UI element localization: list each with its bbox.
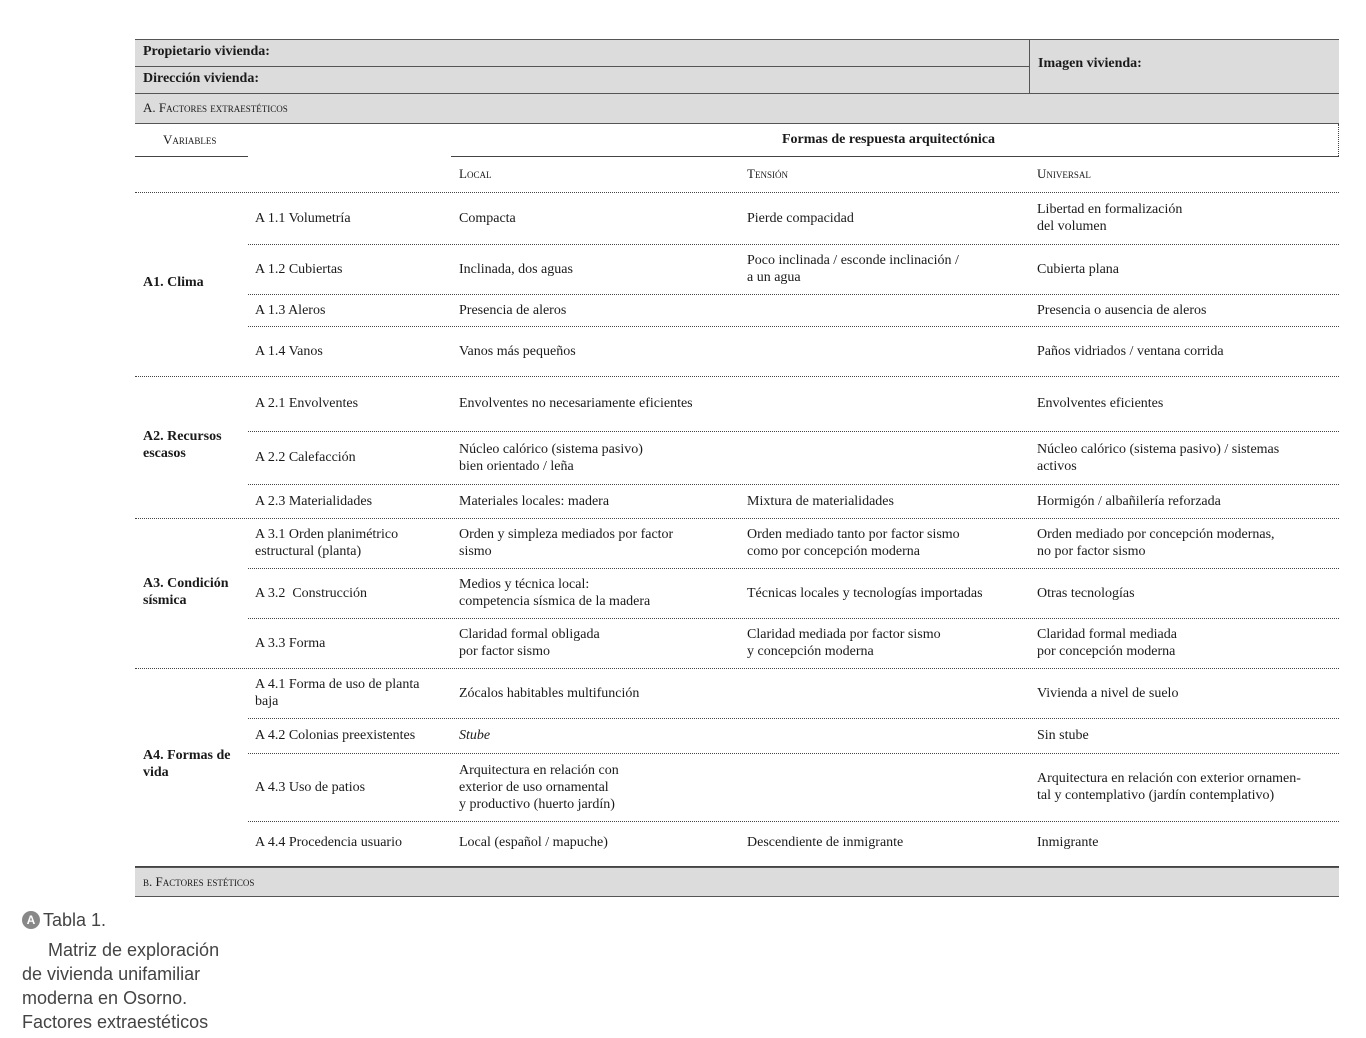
row-1-universal-cell: Libertad en formalización del volumen: [1037, 202, 1183, 234]
row-12-variable-cell: A 4.2 Colonias preexistentes: [255, 728, 416, 743]
row-divider: [248, 484, 1339, 485]
forms-header: Formas de respuesta arquitectónica: [782, 132, 995, 147]
row-divider: [248, 431, 1339, 432]
row-9-variable-cell: A 3.2 Construcción: [255, 585, 367, 601]
row-7-tension-cell: Mixtura de materialidades: [747, 493, 894, 509]
row-5-local-cell: Envolventes no necesariamente eficientes: [459, 396, 693, 411]
row-3-local-cell: Presencia de aleros: [459, 302, 567, 318]
row-10-variable-cell: A 3.3 Forma: [255, 635, 326, 651]
row-11-variable-cell: A 4.1 Forma de uso de planta baja: [255, 677, 420, 709]
row-11-local-cell: Zócalos habitables multifunción: [459, 685, 640, 701]
table-caption: [22, 908, 219, 1034]
row-10-local-cell: Claridad formal obligada por factor sismo: [459, 627, 600, 659]
row-7-universal-cell: Hormigón / albañilería reforzada: [1037, 493, 1221, 509]
row-12-universal-cell: Sin stube: [1037, 728, 1089, 743]
owner-label: Propietario vivienda:: [143, 44, 270, 59]
row-6-universal-cell: Núcleo calórico (sistema pasivo) / sistemas activos: [1037, 441, 1280, 474]
row-6-variable-cell: A 2.2 Calefacción: [255, 450, 356, 465]
row-13-variable-cell: A 4.3 Uso de patios: [255, 779, 366, 795]
row-10-universal-cell: Claridad formal mediada por concepción moderna: [1037, 627, 1177, 659]
row-8-local-cell: Orden y simpleza mediados por factor sismo: [459, 527, 674, 559]
universal-header: Universal: [1037, 166, 1091, 181]
row-14-variable-cell: A 4.4 Procedencia usuario: [255, 835, 402, 850]
row-14-universal-cell: Inmigrante: [1037, 835, 1099, 850]
row-4-universal-cell: Paños vidriados / ventana corrida: [1037, 343, 1224, 359]
variables-underline: [135, 156, 248, 157]
variables-header: Variables: [163, 132, 217, 147]
section-a-title: A. Factores extraestéticos: [143, 100, 288, 115]
row-11-universal-cell: Vivienda a nivel de suelo: [1037, 685, 1179, 701]
row-divider: [135, 518, 1339, 519]
local-header: Local: [459, 166, 492, 181]
group-a1-label: A1. Clima: [143, 275, 204, 290]
group-a4-label: A4. Formas de vida: [143, 748, 231, 780]
row-13-local-cell: Arquitectura en relación con exterior de uso ornamental y productivo (huerto jardín): [459, 762, 619, 812]
exploration-matrix-table: [135, 39, 1339, 889]
table-header: [135, 39, 1339, 94]
row-divider: [135, 668, 1339, 669]
row-divider: [135, 376, 1339, 377]
row-divider: [248, 244, 1339, 245]
row-3-variable-cell: A 1.3 Aleros: [255, 302, 326, 318]
row-1-tension-cell: Pierde compacidad: [747, 210, 854, 226]
forms-underline: [451, 156, 1339, 157]
row-divider: [248, 718, 1339, 719]
row-divider: [248, 618, 1339, 619]
row-8-tension-cell: Orden mediado tanto por factor sismo como por concepción moderna: [747, 527, 960, 559]
row-divider: [248, 294, 1339, 295]
row-14-local-cell: Local (español / mapuche): [459, 835, 608, 850]
row-10-tension-cell: Claridad mediada por factor sismo y concepción moderna: [747, 627, 941, 659]
image-label: Imagen vivienda:: [1038, 56, 1142, 71]
row-2-tension-cell: Poco inclinada / esconde inclinación / a un agua: [747, 253, 959, 285]
group-a3-label: A3. Condición sísmica: [143, 576, 229, 608]
row-7-local-cell: Materiales locales: madera: [459, 493, 610, 509]
row-5-universal-cell: Envolventes eficientes: [1037, 396, 1164, 411]
row-2-universal-cell: Cubierta plana: [1037, 261, 1120, 277]
row-9-tension-cell: Técnicas locales y tecnologías importadas: [747, 585, 983, 601]
row-1-variable-cell: A 1.1 Volumetría: [255, 210, 351, 226]
row-9-local-cell: Medios y técnica local: competencia sísmica de la madera: [459, 577, 651, 609]
forms-right-edge: [1338, 124, 1339, 156]
row-13-universal-cell: Arquitectura en relación con exterior ornamen- tal y contemplativo (jardín contemplativo): [1037, 771, 1301, 803]
row-8-universal-cell: Orden mediado por concepción modernas, no por factor sismo: [1037, 527, 1275, 559]
owner-row: [135, 40, 1030, 67]
row-divider: [248, 568, 1339, 569]
row-8-variable-cell: A 3.1 Orden planimétrico estructural (planta): [255, 527, 399, 559]
row-divider: [248, 326, 1339, 327]
section-a-header: [135, 94, 1339, 124]
row-divider: [248, 821, 1339, 822]
address-label: Dirección vivienda:: [143, 71, 260, 86]
row-7-variable-cell: A 2.3 Materialidades: [255, 493, 373, 509]
row-2-local-cell: Inclinada, dos aguas: [459, 261, 573, 277]
image-cell: [1030, 40, 1339, 93]
row-5-variable-cell: A 2.1 Envolventes: [255, 396, 359, 411]
address-row: [135, 67, 1030, 93]
caption-title: Tabla 1.: [43, 910, 107, 930]
row-14-tension-cell: Descendiente de inmigrante: [747, 835, 904, 850]
row-3-universal-cell: Presencia o ausencia de aleros: [1037, 302, 1207, 318]
tension-header: Tensión: [747, 166, 788, 181]
row-9-universal-cell: Otras tecnologías: [1037, 585, 1135, 601]
row-4-variable-cell: A 1.4 Vanos: [255, 343, 323, 359]
row-4-local-cell: Vanos más pequeños: [459, 343, 576, 359]
section-b-header: [135, 867, 1339, 897]
row-12-local-cell: Stube: [459, 728, 491, 743]
header-divider: [135, 192, 1339, 193]
row-6-local-cell: Núcleo calórico (sistema pasivo) bien orientado / leña: [459, 441, 643, 474]
row-divider: [248, 753, 1339, 754]
caption-badge: A: [22, 911, 40, 929]
caption-text: Matriz de exploración de vivienda unifamiliar moderna en Osorno. Factores extraestéticos: [22, 940, 220, 1032]
row-2-variable-cell: A 1.2 Cubiertas: [255, 261, 343, 277]
section-b-title: b. Factores estéticos: [143, 874, 255, 889]
row-1-local-cell: Compacta: [459, 210, 516, 226]
group-a2-label: A2. Recursos escasos: [143, 429, 222, 461]
